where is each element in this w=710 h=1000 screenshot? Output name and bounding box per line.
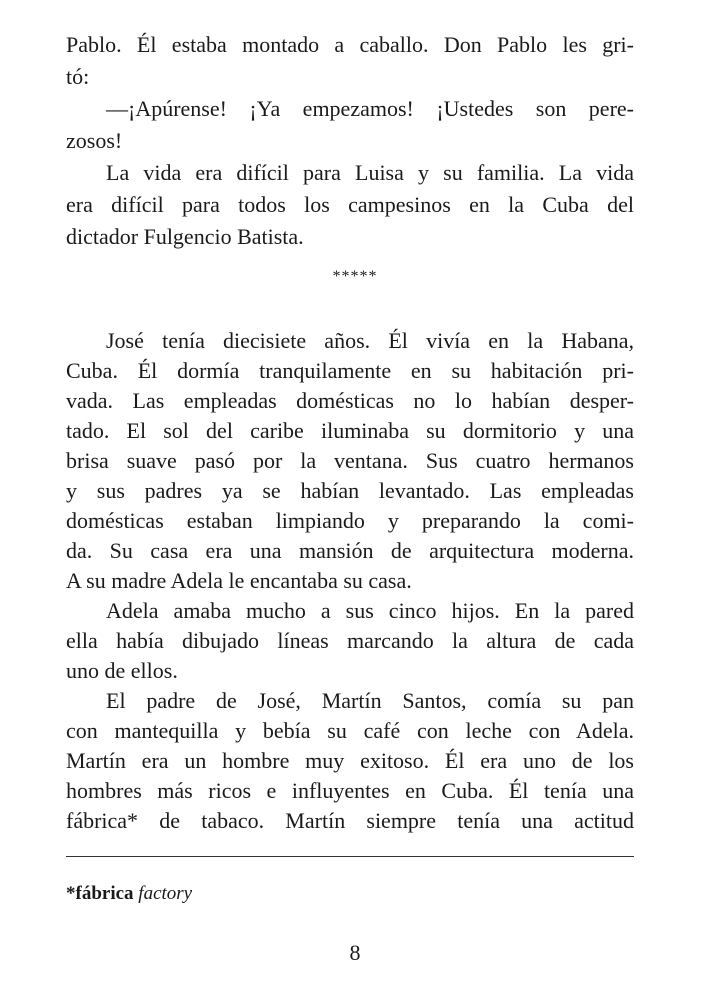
text-line: y sus padres ya se habían levantado. Las empleadas <box>66 478 634 503</box>
text-line: A su madre Adela le encantaba su casa. <box>66 568 412 593</box>
text-line: ella había dibujado líneas marcando la altura de cada <box>66 628 634 653</box>
text-line: hombres más ricos e influyentes en Cuba. Él tenía una <box>66 778 634 803</box>
section-separator: ***** <box>332 268 378 285</box>
text-line: La vida era difícil para Luisa y su familia. La vida <box>106 160 634 185</box>
text-line: tado. El sol del caribe iluminaba su dormitorio y una <box>66 418 634 443</box>
text-line: era difícil para todos los campesinos en la Cuba del <box>66 192 634 217</box>
text-line: José tenía diecisiete años. Él vivía en la Habana, <box>106 328 634 353</box>
text-line: dictador Fulgencio Batista. <box>66 224 304 249</box>
text-line: Martín era un hombre muy exitoso. Él era uno de los <box>66 748 634 773</box>
text-line: vada. Las empleadas domésticas no lo habían desper- <box>66 388 634 413</box>
footnote-divider <box>66 856 634 857</box>
text-line: El padre de José, Martín Santos, comía su pan <box>106 688 634 713</box>
text-line: fábrica* de tabaco. Martín siempre tenía una actitud <box>66 808 634 833</box>
text-line: con mantequilla y bebía su café con leche con Adela. <box>66 718 634 743</box>
page-number: 8 <box>349 940 361 965</box>
footnote-translation: factory <box>138 883 193 904</box>
footnote <box>66 883 192 905</box>
text-line: uno de ellos. <box>66 658 178 683</box>
text-line: Cuba. Él dormía tranquilamente en su habitación pri- <box>66 358 634 383</box>
text-line: zosos! <box>66 128 123 153</box>
text-line: da. Su casa era una mansión de arquitectura moderna. <box>66 538 634 563</box>
text-line: brisa suave pasó por la ventana. Sus cuatro hermanos <box>66 448 634 473</box>
text-line: domésticas estaban limpiando y preparando la comi- <box>66 508 634 533</box>
text-line: Pablo. Él estaba montado a caballo. Don Pablo les gri- <box>66 32 634 57</box>
footnote-term: *fábrica <box>66 883 134 904</box>
text-line: Adela amaba mucho a sus cinco hijos. En la pared <box>106 598 634 623</box>
text-line: —¡Apúrense! ¡Ya empezamos! ¡Ustedes son pere- <box>106 96 634 121</box>
text-line: tó: <box>66 64 90 89</box>
